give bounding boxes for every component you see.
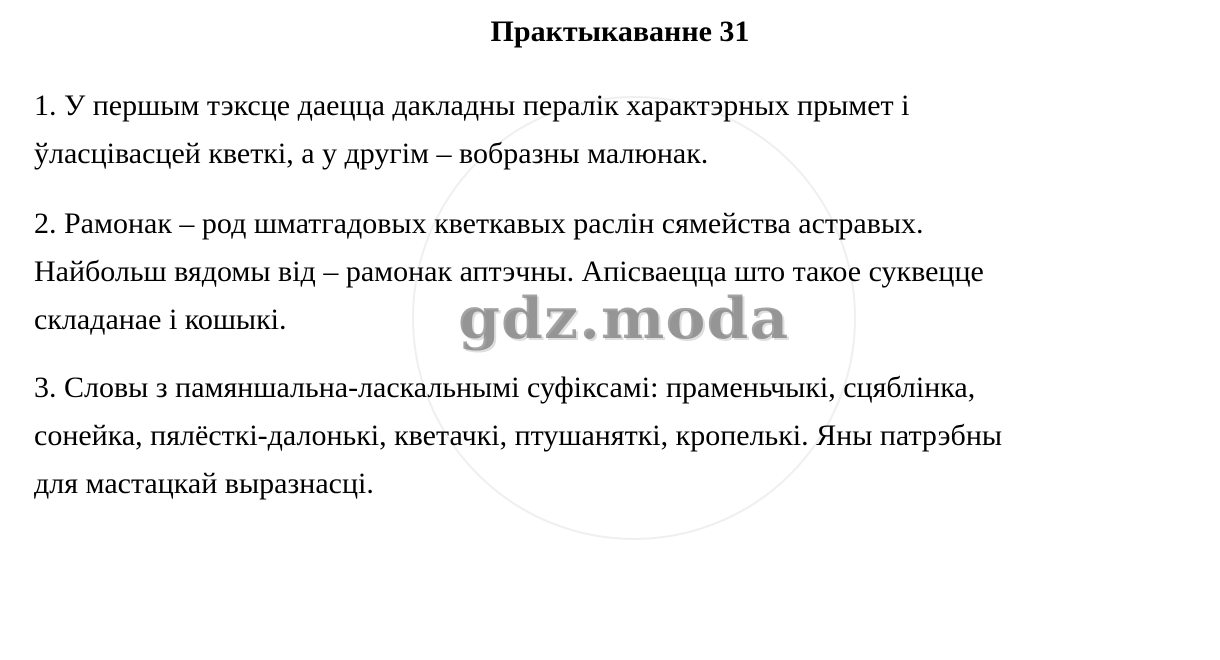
paragraph-line: 1. У першым тэксце даецца дакладны пералік характэрных прымет і xyxy=(34,89,910,122)
paragraph-line: для мастацкай выразнасці. xyxy=(34,467,374,500)
answer-paragraph-3 xyxy=(34,364,1204,508)
answer-paragraph-2 xyxy=(34,200,1204,344)
paragraph-line: складанае і кошыкі. xyxy=(34,303,287,336)
answer-paragraph-1 xyxy=(34,82,1204,178)
paragraph-line: ўласцівасцей кветкі, а у другім – вобразны малюнак. xyxy=(34,137,709,170)
watermark-logo: gdz.moda xyxy=(458,285,790,353)
paragraph-line: 2. Рамонак – род шматгадовых кветкавых раслін сямейства астравых. xyxy=(34,207,924,240)
paragraph-line: Найбольш вядомы від – рамонак аптэчны. Апісваецца што такое суквецце xyxy=(34,255,984,288)
page-title: Практыкаванне 31 xyxy=(490,15,750,48)
paragraph-line: сонейка, пялёсткі-далонькі, кветачкі, птушаняткі, кропелькі. Яны патрэбны xyxy=(34,419,1003,452)
paragraph-line: 3. Словы з памяншальна-ласкальнымі суфіксамі: праменьчыкі, сцяблінка, xyxy=(34,371,976,404)
